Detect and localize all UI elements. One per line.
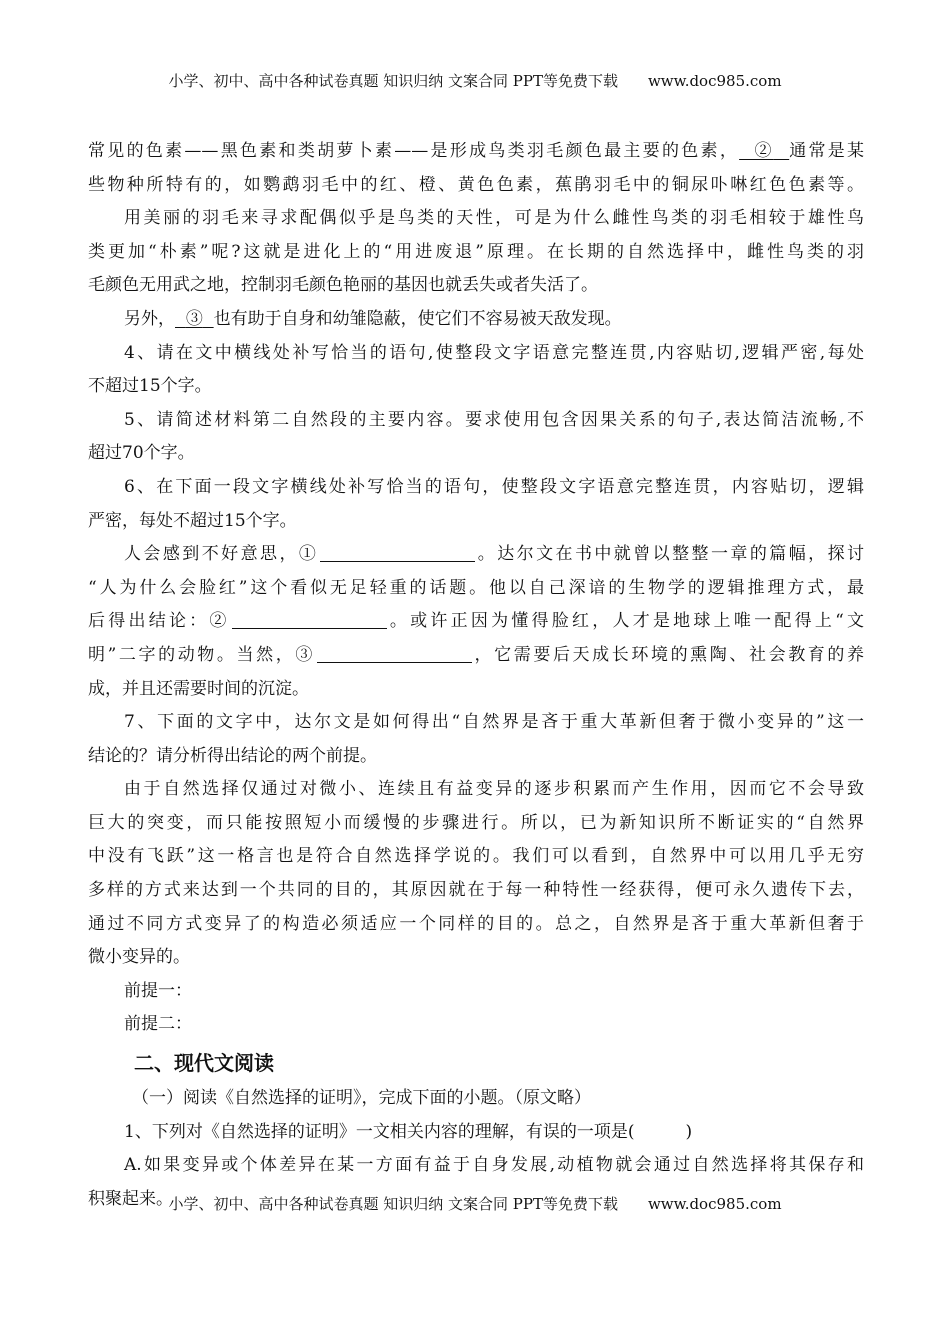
passage-line: 常见的色素——黑色素和类胡萝卜素——是形成鸟类羽毛颜色最主要的色素， ② 通常是某	[88, 141, 864, 161]
fill-in-line: 人会感到不好意思，① 。达尔文在书中就曾以整整一章的篇幅，探讨	[88, 538, 864, 572]
passage-line: 用美丽的羽毛来寻求配偶似乎是鸟类的天性，可是为什么雌性鸟类的羽毛相较于雄性鸟	[124, 208, 864, 229]
premise-2: 前提二：	[124, 1014, 192, 1035]
question-5: 5、请简述材料第二自然段的主要内容。要求使用包含因果关系的句子,表达简洁流畅,不	[124, 409, 864, 430]
passage-line: 由于自然选择仅通过对微小、连续且有益变异的逐步积累而产生作用，因而它不会导致	[124, 779, 864, 800]
fill-in-line: 后得出结论：② 。或许正因为懂得脸红，人才是地球上唯一配得上“文	[88, 605, 864, 639]
question-4-cont: 不超过15个字。	[88, 376, 212, 397]
page-footer	[0, 1193, 950, 1214]
section-heading: 二、现代文阅读	[134, 1051, 274, 1076]
question-4: 4、请在文中横线处补写恰当的语句,使整段文字语意完整连贯,内容贴切,逻辑严密,每处	[124, 342, 864, 363]
passage-line: 些物种所特有的，如鹦鹉羽毛中的红、橙、黄色色素，蕉鹃羽毛中的铜尿卟啉红色色素等。	[88, 174, 864, 195]
fill-blank-2[interactable]	[232, 606, 387, 629]
header-site: www.doc985.com	[647, 72, 782, 90]
question-5-cont: 超过70个字。	[88, 443, 195, 464]
question-6-cont: 严密，每处不超过15个字。	[88, 510, 297, 531]
fill-in-line: “人为什么会脸红”这个看似无足轻重的话题。他以自己深谙的生物学的逻辑推理方式，最	[88, 577, 864, 598]
footer-site: www.doc985.com	[647, 1195, 782, 1213]
passage-line: 中没有飞跃”这一格言也是符合自然选择学说的。我们可以看到，自然界中可以用几乎无穷	[88, 846, 864, 867]
fill-blank-1[interactable]	[320, 539, 475, 562]
footer-text: 小学、初中、高中各种试卷真题 知识归纳 文案合同 PPT等免费下载	[168, 1195, 618, 1213]
document-body	[88, 135, 864, 1216]
passage-line: 巨大的突变，而只能按照短小而缓慢的步骤进行。所以，已为新知识所不断证实的“自然界	[88, 812, 864, 833]
option-a: A.如果变异或个体差异在某一方面有益于自身发展,动植物就会通过自然选择将其保存和	[124, 1155, 864, 1176]
question-7-cont: 结论的？请分析得出结论的两个前提。	[88, 745, 377, 766]
passage-line: 微小变异的。	[88, 947, 190, 968]
option-a-cont: 积聚起来。	[88, 1188, 173, 1209]
fill-blank-3[interactable]	[317, 640, 472, 663]
fill-in-line: 明”二字的动物。当然，③ ，它需要后天成长环境的熏陶、社会教育的养	[88, 639, 864, 673]
fill-in-line: 成，并且还需要时间的沉淀。	[88, 678, 309, 699]
section-subheading: （一）阅读《自然选择的证明》，完成下面的小题。（原文略）	[132, 1088, 591, 1109]
question-7: 7、下面的文字中，达尔文是如何得出“自然界是吝于重大革新但奢于微小变异的”这一	[124, 712, 864, 733]
passage-line: 通过不同方式变异了的构造必须适应一个同样的目的。总之，自然界是吝于重大革新但奢于	[88, 913, 864, 934]
answer-blank-3: ③	[185, 308, 203, 329]
passage-line: 另外， ③ 也有助于自身和幼雏隐蔽，使它们不容易被天敌发现。	[124, 308, 622, 329]
passage-line: 毛颜色无用武之地，控制羽毛颜色艳丽的基因也就丢失或者失活了。	[88, 275, 598, 296]
passage-line: 多样的方式来达到一个共同的目的，其原因就在于每一种特性一经获得，便可永久遗传下去，	[88, 880, 864, 901]
answer-blank-2: ②	[754, 141, 774, 161]
premise-1: 前提一：	[124, 980, 192, 1001]
header-text: 小学、初中、高中各种试卷真题 知识归纳 文案合同 PPT等免费下载	[168, 72, 618, 90]
question-1: 1、下列对《自然选择的证明》一文相关内容的理解，有误的一项是( )	[124, 1121, 693, 1142]
page-header	[0, 70, 950, 91]
question-6: 6、在下面一段文字横线处补写恰当的语句，使整段文字语意完整连贯，内容贴切，逻辑	[124, 476, 864, 497]
passage-line: 类更加“朴素”呢?这就是进化上的“用进废退”原理。在长期的自然选择中，雌性鸟类的羽	[88, 241, 864, 262]
